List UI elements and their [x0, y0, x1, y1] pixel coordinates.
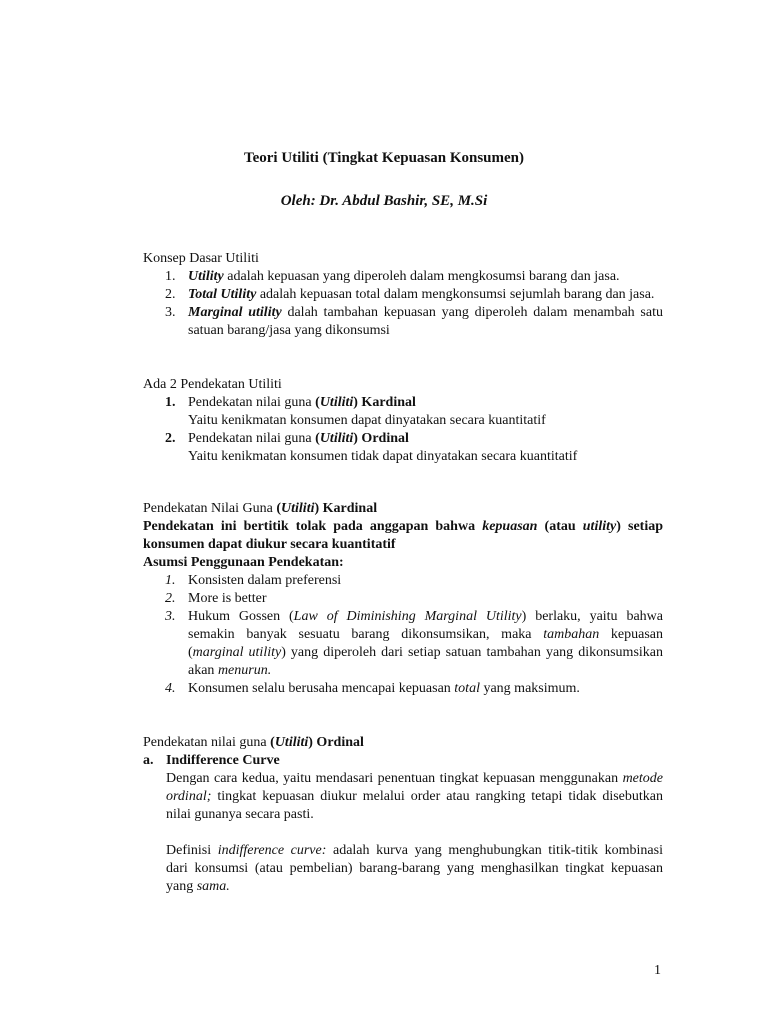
item-type: ) Ordinal: [353, 431, 409, 446]
section-pendekatan: [143, 376, 663, 466]
list-item: [143, 430, 663, 466]
list-number: 1.: [165, 395, 176, 410]
definition-text: adalah kepuasan yang diperoleh dalam mengkosumsi barang dan jasa.: [223, 269, 620, 284]
definition-text: adalah kepuasan total dalam mengkonsumsi sejumlah barang dan jasa.: [256, 287, 655, 302]
section-heading: Pendekatan Nilai Guna (Utiliti) Kardinal: [143, 501, 378, 516]
document-author: Oleh: Dr. Abdul Bashir, SE, M.Si: [280, 193, 488, 209]
ordinal-paragraph-2: Definisi indifference curve: adalah kurva yang menghubungkan titik-titik kombinasi dari konsumsi (atau pembelian) barang-barang yang menghasilkan tingkat kepuasan yang sama.: [166, 843, 663, 894]
section-ordinal: [143, 734, 663, 896]
list-number: 1.: [165, 573, 176, 588]
item-label: Pendekatan nilai guna: [188, 395, 316, 410]
list-item: [143, 286, 663, 304]
list-number: 1.: [165, 269, 176, 284]
list-item: 1. Konsisten dalam preferensi: [165, 573, 342, 588]
definition-text: dalah tambahan kepuasan yang diperoleh dalam menambah satu satuan barang/jasa yang dikonsumsi: [188, 305, 663, 338]
item-description: Yaitu kenikmatan konsumen tidak dapat dinyatakan secara kuantitatif: [188, 449, 578, 464]
section-konsep-dasar: [143, 250, 663, 340]
term: Utiliti: [319, 395, 354, 410]
paren: (: [315, 395, 320, 410]
konsep-list: [143, 268, 663, 340]
term: Utility: [188, 269, 224, 284]
asumsi-list: [143, 572, 663, 698]
asumsi-heading: Asumsi Penggunaan Pendekatan:: [143, 555, 344, 570]
list-number: 3.: [165, 609, 176, 624]
list-number: 2.: [165, 431, 176, 446]
list-item: 3. Hukum Gossen (Law of Diminishing Marginal Utility) berlaku, yaitu bahwa semakin banyak sesuatu barang dikonsumsikan, maka tambahan kepuasan (marginal utility) yang diperoleh dari setiap satuan tambahan yang dikonsumsikan akan menurun.: [165, 609, 663, 678]
paren: (: [315, 431, 320, 446]
term: Marginal utility: [188, 305, 282, 320]
document-title: Teori Utiliti (Tingkat Kepuasan Konsumen): [243, 150, 525, 166]
term: Total Utility: [188, 287, 257, 302]
section-heading: Konsep Dasar Utiliti: [143, 251, 259, 266]
list-item: [143, 304, 663, 340]
page-number: 1: [654, 963, 661, 978]
section-heading: Pendekatan nilai guna (Utiliti) Ordinal: [143, 735, 364, 750]
item-label: Pendekatan nilai guna: [188, 431, 316, 446]
list-number: 4.: [165, 681, 176, 696]
list-item: 4. Konsumen selalu berusaha mencapai kepuasan total yang maksimum.: [165, 681, 580, 696]
subsection-heading: a. Indifference Curve: [143, 753, 280, 768]
term: Utiliti: [319, 431, 354, 446]
list-item: 2. More is better: [165, 591, 267, 606]
list-item: [143, 394, 663, 430]
section-kardinal: [143, 500, 663, 698]
list-number: 2.: [165, 591, 176, 606]
section-heading: Ada 2 Pendekatan Utiliti: [143, 377, 282, 392]
item-type: ) Kardinal: [353, 395, 416, 410]
item-description: Yaitu kenikmatan konsumen dapat dinyatakan secara kuantitatif: [188, 413, 546, 428]
ordinal-paragraph-1: Dengan cara kedua, yaitu mendasari penentuan tingkat kepuasan menggunakan metode ordinal; tingkat kepuasan diukur melalui order atau rangking tetapi tidak disebutkan nilai gunanya secara pasti.: [166, 771, 663, 822]
list-item: [143, 268, 663, 286]
pendekatan-list: [143, 394, 663, 466]
kardinal-statement: Pendekatan ini bertitik tolak pada anggapan bahwa kepuasan (atau utility) setiap konsumen dapat diukur secara kuantitatif: [143, 519, 663, 552]
list-number: 3.: [165, 305, 176, 320]
list-number: 2.: [165, 287, 176, 302]
